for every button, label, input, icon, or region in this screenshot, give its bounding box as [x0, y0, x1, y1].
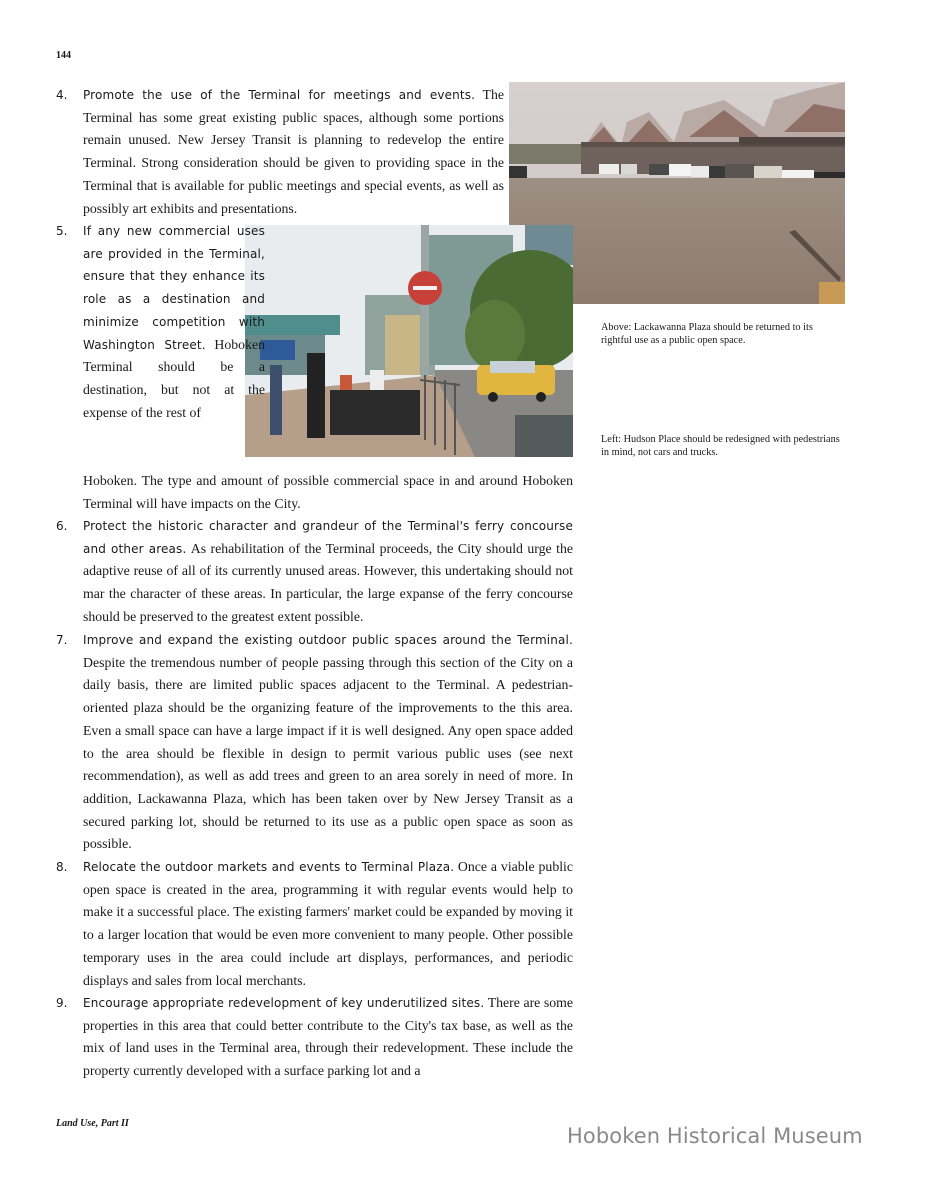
footer-section-title: Land Use, Part II	[56, 1118, 129, 1129]
recommendation-7	[56, 629, 573, 856]
item-text: There are some properties in this area that could better contribute to the City's tax base, as well as the mix of land uses in the Terminal area, through their redevelopment. These include the property currently developed with a surface parking lot and a	[83, 995, 573, 1079]
item-lead: Relocate the outdoor markets and events to Terminal Plaza.	[83, 860, 455, 874]
item-lead: Improve and expand the existing outdoor public spaces around the Terminal.	[83, 633, 573, 647]
item-text: Once a viable public open space is created in the area, programming it with regular events would help to make it a successful place. The existing farmers' market could be expanded by moving it to a larger location that would be even more convenient to many people. Other possible temporary uses in the area could include art displays, performances, and periodic displays and sales from local merchants.	[83, 859, 574, 988]
recommendation-6	[56, 515, 573, 629]
photo-hudson-place	[245, 225, 573, 457]
item-lead: Promote the use of the Terminal for meetings and events.	[83, 88, 476, 102]
street-scene-photo-icon	[245, 225, 573, 457]
watermark: Hoboken Historical Museum	[567, 1124, 863, 1148]
item-number: 7.	[56, 633, 68, 647]
item-lead: Encourage appropriate redevelopment of key underutilized sites.	[83, 996, 485, 1010]
caption-left: Left: Hudson Place should be redesigned with pedestrians in mind, not cars and trucks.	[601, 434, 840, 458]
item-text: The Terminal has some great existing public spaces, although some portions remain unused. New Jersey Transit is planning to redevelop the entire Terminal. Strong consideration should be given to providing space in the Terminal that is available for public meetings and special events, as well as possibly art exhibits and presentations.	[83, 87, 504, 216]
recommendation-4	[56, 84, 504, 220]
item-text: Despite the tremendous number of people passing through this section of the City on a daily basis, there are limited public spaces adjacent to the Terminal. A pedestrian-oriented plaza should be the organizing feature of the improvements to the this area. Even a small space can have a large impact if it is well designed. Any open space added to the area should be flexible in design to permit various public uses (see next recommendation), as well as add trees and green to an area sorely in need of more. In addition, Lackawanna Plaza, which has been taken over by New Jersey Transit as a secured parking lot, should be returned to its use as a public open space as soon as possible.	[83, 654, 573, 852]
recommendation-5	[56, 220, 266, 424]
item-text: Hoboken Terminal should be a destination, but not at the expense of the rest of	[83, 336, 266, 420]
page-number: 144	[56, 50, 71, 61]
item-lead: Protect the historic character and grandeur of the Terminal's ferry concourse and other areas.	[83, 519, 573, 556]
item-lead: If any new commercial uses are provided in the Terminal, ensure that they enhance its role as a destination and minimize competition with Washington Street.	[83, 224, 265, 352]
item-text-continued: Hoboken. The type and amount of possible commercial space in and around Hoboken Terminal will have impacts on the City.	[83, 473, 573, 511]
item-number: 9.	[56, 996, 68, 1010]
item-number: 4.	[56, 88, 68, 102]
caption-above: Above: Lackawanna Plaza should be returned to its rightful use as a public open space.	[601, 322, 813, 346]
recommendation-5-continued	[56, 470, 573, 515]
item-number: 8.	[56, 860, 68, 874]
recommendation-8	[56, 856, 573, 992]
item-number: 6.	[56, 519, 68, 533]
item-number: 5.	[56, 224, 68, 238]
item-text: As rehabilitation of the Terminal proceeds, the City should urge the adaptive reuse of all of its currently unused areas. However, this undertaking should not mar the character of these areas. In particular, the large expanse of the ferry concourse should be preserved to the greatest extent possible.	[83, 540, 573, 624]
recommendation-9	[56, 992, 573, 1083]
